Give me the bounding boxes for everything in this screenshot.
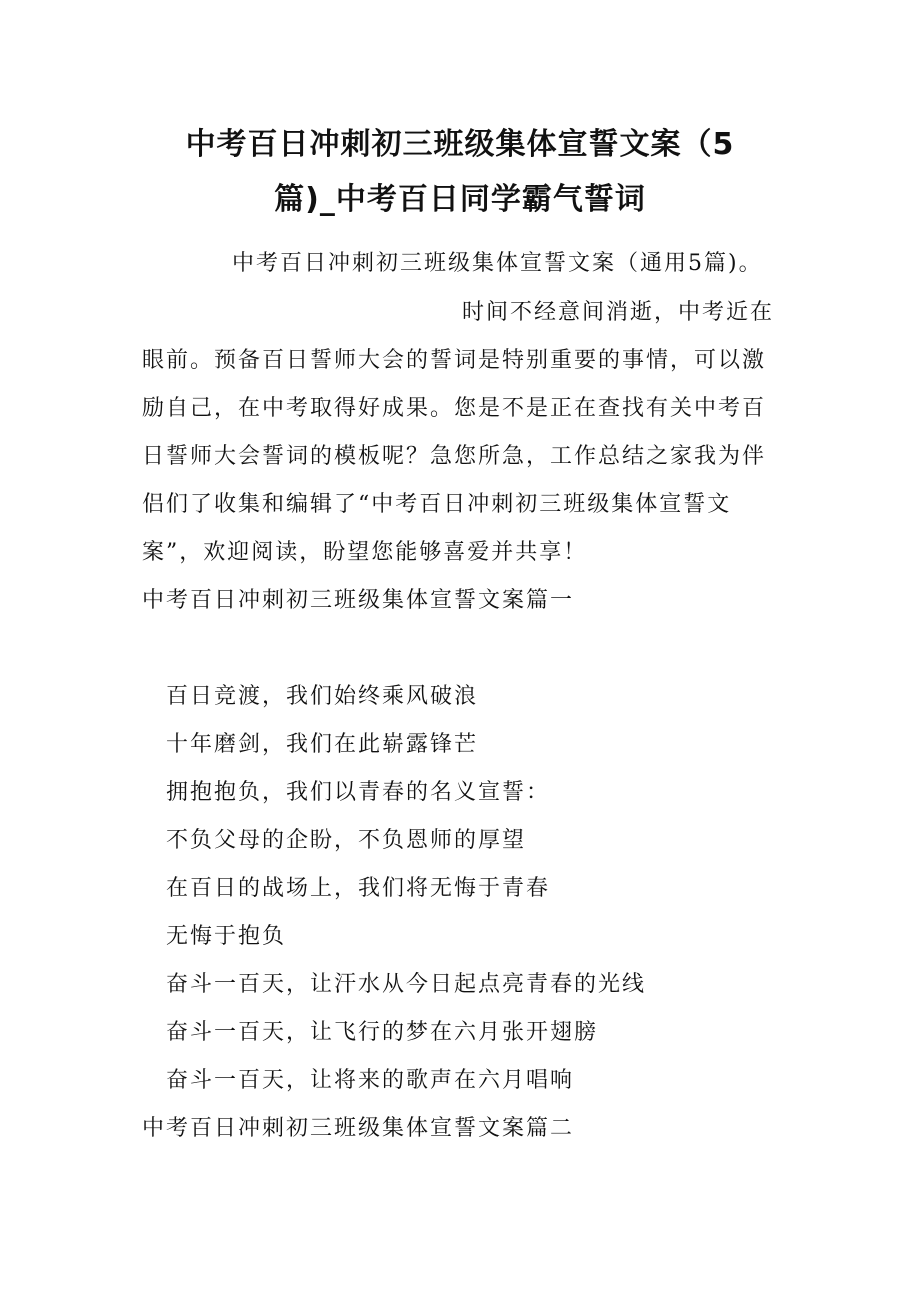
section-heading-2: 中考百日冲刺初三班级集体宣誓文案篇二 <box>142 1116 575 1141</box>
verse-line-2: 十年磨剑，我们在此崭露锋芒 <box>166 732 479 757</box>
intro-line-3: 励自己，在中考取得好成果。您是不是正在查找有关中考百 <box>142 396 767 421</box>
verse-line-5: 在百日的战场上，我们将无悔于青春 <box>166 876 551 901</box>
section-heading-1: 中考百日冲刺初三班级集体宣誓文案篇一 <box>142 588 575 613</box>
intro-line-1: 时间不经意间消逝，中考近在 <box>462 300 775 325</box>
document-title-line-2: 篇)_中考百日同学霸气誓词 <box>274 182 646 217</box>
verse-line-4: 不负父母的企盼，不负恩师的厚望 <box>166 828 527 853</box>
verse-line-6: 无悔于抱负 <box>166 924 287 949</box>
verse-line-3: 拥抱抱负，我们以青春的名义宣誓： <box>166 780 551 805</box>
document-title-line-1: 中考百日冲刺初三班级集体宣誓文案（5 <box>185 127 735 162</box>
verse-line-9: 奋斗一百天，让将来的歌声在六月唱响 <box>166 1068 575 1093</box>
verse-line-7: 奋斗一百天，让汗水从今日起点亮青春的光线 <box>166 972 647 997</box>
verse-line-8: 奋斗一百天，让飞行的梦在六月张开翅膀 <box>166 1020 599 1045</box>
document-subtitle: 中考百日冲刺初三班级集体宣誓文案（通用5篇)。 <box>232 251 763 276</box>
intro-line-4: 日誓师大会誓词的模板呢？急您所急，工作总结之家我为伴 <box>142 444 767 469</box>
verse-line-1: 百日竞渡，我们始终乘风破浪 <box>166 684 479 709</box>
intro-line-6: 案”，欢迎阅读，盼望您能够喜爱并共享！ <box>142 540 588 565</box>
intro-line-2: 眼前。预备百日誓师大会的誓词是特别重要的事情，可以激 <box>142 348 767 373</box>
intro-line-5: 侣们了收集和编辑了“中考百日冲刺初三班级集体宣誓文 <box>142 492 732 517</box>
